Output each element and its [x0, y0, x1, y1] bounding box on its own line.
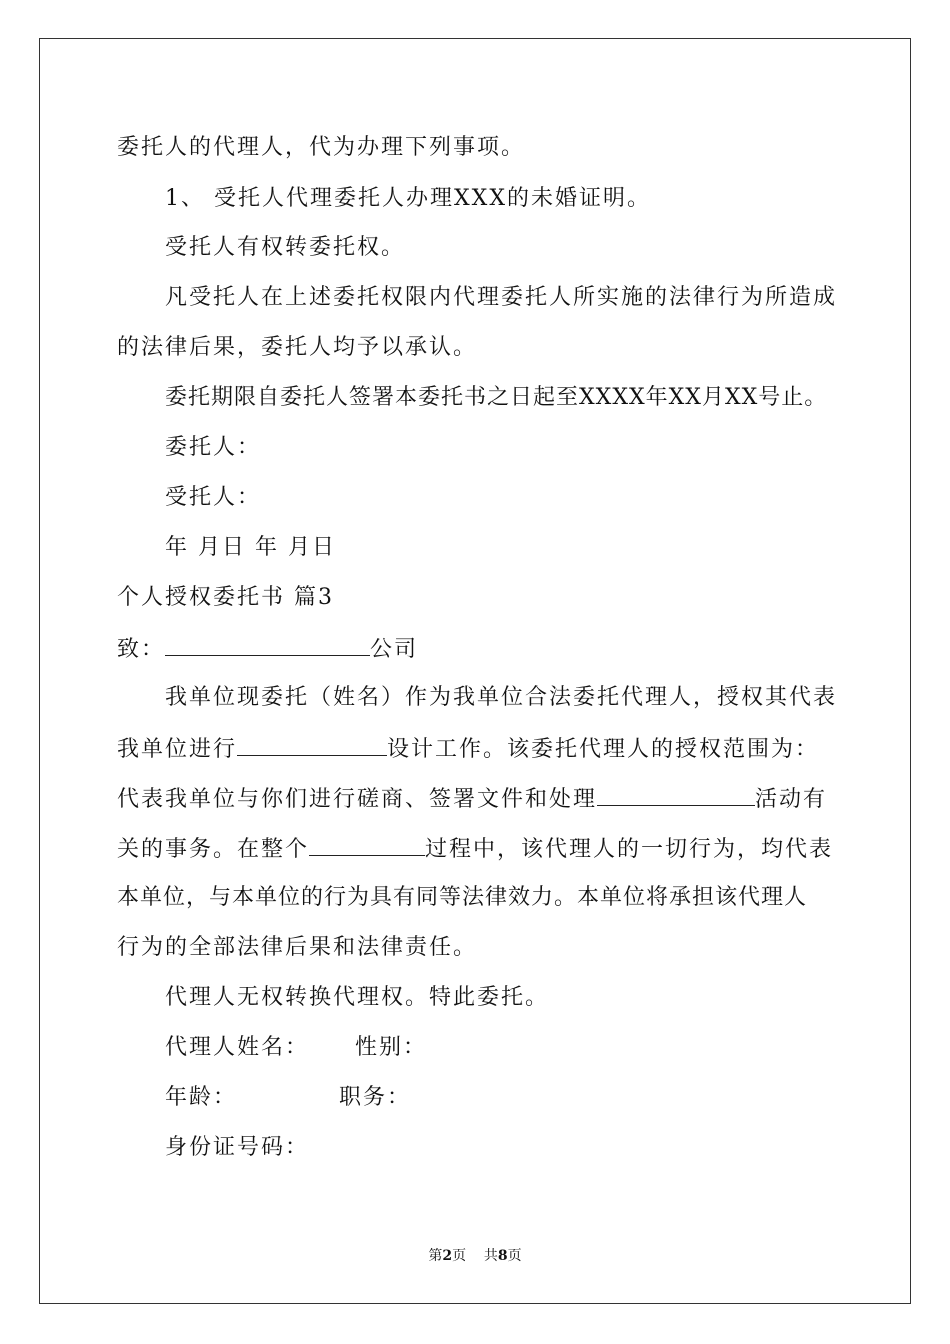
text-segment: 关的事务。在整个	[117, 837, 310, 862]
date-line: 年 月日 年 月日	[165, 535, 336, 560]
current-page-number: 2	[442, 1248, 453, 1264]
total-prefix: 共	[483, 1248, 498, 1264]
term-period-line: 委托期限自委托人签署本委托书之日起至XXXX年XX月XX号止。	[165, 385, 828, 410]
paragraph-line: 的法律后果，委托人均予以承认。	[117, 335, 478, 360]
list-item-1: 1、 受托人代理委托人办理XXX的未婚证明。	[165, 186, 651, 211]
recipient-line	[117, 633, 837, 665]
paragraph-line	[117, 783, 837, 815]
paragraph-line: 代理人无权转换代理权。特此委托。	[165, 985, 550, 1010]
paragraph-line: 凡受托人在上述委托权限内代理委托人所实施的法律行为所造成	[165, 285, 838, 310]
page-footer	[0, 1246, 950, 1266]
age-label: 年龄：	[165, 1085, 238, 1110]
paragraph-line: 委托人的代理人，代为办理下列事项。	[117, 135, 526, 160]
page-suffix: 页	[452, 1248, 467, 1264]
activity-blank	[597, 783, 755, 806]
paragraph-line: 受托人有权转委托权。	[165, 235, 406, 260]
text-segment: 设计工作。该委托代理人的授权范围为：	[387, 737, 820, 762]
text-segment: 代表我单位与你们进行磋商、签署文件和处理	[117, 787, 598, 812]
total-suffix: 页	[507, 1248, 522, 1264]
recipient-suffix: 公司	[370, 637, 419, 662]
page-prefix: 第	[428, 1248, 443, 1264]
agent-name-label: 代理人姓名：	[165, 1035, 310, 1060]
total-pages-number: 8	[497, 1248, 508, 1264]
section-title: 个人授权委托书 篇3	[117, 585, 334, 610]
paragraph-line: 我单位现委托（姓名）作为我单位合法委托代理人，授权其代表	[165, 685, 838, 710]
company-blank	[165, 633, 370, 656]
agent-info-line	[165, 1083, 885, 1113]
paragraph-line	[117, 733, 837, 765]
id-number-label: 身份证号码：	[165, 1135, 310, 1160]
process-blank	[309, 833, 425, 856]
page-frame	[39, 38, 911, 1304]
recipient-prefix: 致：	[117, 637, 166, 662]
agent-info-line	[165, 1033, 885, 1063]
paragraph-line: 行为的全部法律后果和法律责任。	[117, 935, 478, 960]
text-segment: 过程中，该代理人的一切行为，均代表	[425, 837, 834, 862]
paragraph-line: 本单位，与本单位的行为具有同等法律效力。本单位将承担该代理人	[117, 885, 808, 910]
text-segment: 我单位进行	[117, 737, 238, 762]
text-segment: 活动有	[755, 787, 828, 812]
principal-label: 委托人：	[165, 435, 262, 460]
position-label: 职务：	[339, 1085, 412, 1110]
paragraph-line	[117, 833, 837, 865]
gender-label: 性别：	[355, 1035, 428, 1060]
agent-label: 受托人：	[165, 485, 262, 510]
project-blank	[237, 733, 387, 756]
